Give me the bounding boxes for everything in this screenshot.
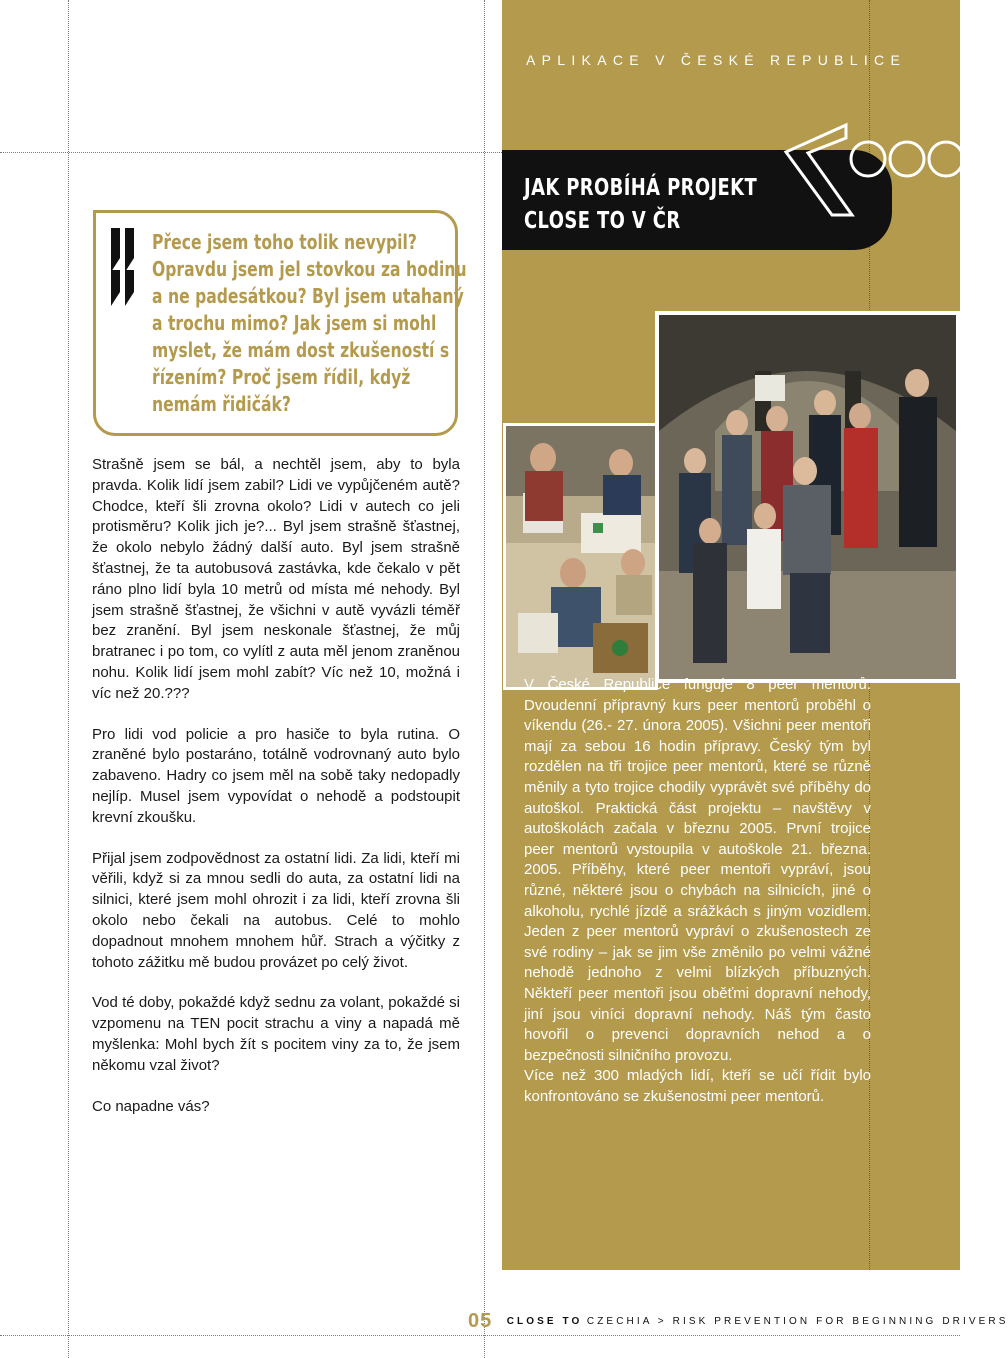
footer-brand: CLOSE TO (506, 1316, 583, 1327)
workshop-photo (503, 423, 658, 690)
paragraph: Více než 300 mladých lidí, kteří se učí řídit bylo konfrontováno se zkušenostmi peer mentorů. (524, 1067, 871, 1105)
guide-line (484, 0, 485, 1358)
guide-line (68, 0, 69, 1358)
quote-mark-icon (108, 224, 142, 306)
page-title: JAK PROBÍHÁ PROJEKT CLOSE TO V ČR (524, 175, 758, 234)
footer-subtitle: CZECHIA > RISK PREVENTION FOR BEGINNING DRIVERS (586, 1316, 1008, 1327)
right-article-column (524, 675, 871, 1107)
paragraph: Strašně jsem se bál, a nechtěl jsem, aby to byla pravda. Kolik lidí jsem zabil? Lidi ve vypůjčeném autě? Chodce, kteří šli zrovna okolo? Lidi v autech co jeli protisměru? Kolik jich je?... Byl jsem strašně šťastnej, že okolo nebylo žádný další auto. Byl jsem strašně šťastnej, že ta autobusová zastávka, kde čekalo v pět ráno plno lidí byla 10 metrů od místa mé nehody. Byl jsem strašně šťastnej, že všichni v autě vyvázli téměř bez zranění. Byl jsem neskonale šťastnej, že můj bratranec i po tom, co vylítl z auta měl jenom zraněnou nohu. Kolik lidí jsem mohl zabít? Víc než 10, možná i víc než 20.??? (92, 456, 460, 702)
guide-line (0, 1335, 960, 1336)
footer (468, 1310, 1008, 1333)
paragraph: Přijal jsem zodpovědnost za ostatní lidi. Za lidi, kteří mi věřili, když si za mnou sedli do auta, za ostatní lidi na silnici, které jsem mohl ohrozit i za lidi, kteří zrovna šli okolo nebo čekali na autobus. Celé to mohlo dopadnout mnohem mnohem hůř. Strach a výčitky z tohoto zážitku mě budou provázet po celý život. (92, 849, 460, 971)
paragraph: V České Republice funguje 8 peer mentorů. Dvoudenní přípravný kurs peer mentorů proběhl o víkendu (26.- 27. února 2005). Všichni peer mentoři mají za sebou 16 hodin přípravy. Český tým byl rozdělen na tři trojice peer mentorů, které se různě měnily a tyto trojice chodily vyprávět své příběhy do autoškol. Praktická část projektu – navštěvy v autoškolách začala v březnu 2005. První trojice peer mentorů vystoupila v autoškole 21. března. 2005. Příběhy, které peer mentoři vypráví, jsou různé, některé jsou o chybách na silnicích, jiné o alkoholu, rychlé jízdě a srážkách s jiným vozidlem. Jeden z peer mentorů vypráví o zkušenostech ze své rodiny – jak se jim vše změnilo po velmi vážné nehodě jednoho z velmi blízkých příbuzných. Někteří peer mentoři jsou oběťmi dopravní nehody, jiní jsou viníci dopravní nehody. Náš tým často hovořil o prevenci dopravních nehod a o bezpečnosti silničního provozu. (524, 676, 871, 1064)
chevron-circles-icon (780, 105, 960, 230)
group-photo (655, 311, 960, 683)
left-article-column (92, 455, 460, 1137)
page-number: 05 (468, 1310, 493, 1332)
paragraph: Co napadne vás? (92, 1097, 210, 1115)
section-label: APLIKACE V ČESKÉ REPUBLICE (526, 52, 907, 68)
paragraph: Pro lidi vod policie a pro hasiče to byla rutina. O zraněné bylo postaráno, totálně vodrovnaný auto bylo zabaveno. Hadry co jsem měl na sobě taky nedopadly nejlíp. Musel jsem vypovídat o nehodě a podstoupit krevní zkoušku. (92, 725, 460, 826)
pull-quote: Přece jsem toho tolik nevypil? Opravdu jsem jel stovkou za hodinu a ne padesátkou? Byl jsem utahaný a trochu mimo? Jak jsem si mohl myslet, že mám dost zkušeností s řízením? Proč jsem řídil, když nemám řidičák? (152, 230, 467, 416)
paragraph: Vod té doby, pokaždé když sednu za volant, pokaždé si vzpomenu na TEN pocit strachu a viny a napadá mě myšlenka: Mohl bych žít s pocitem viny za to, že jsem někomu vzal život? (92, 994, 460, 1074)
